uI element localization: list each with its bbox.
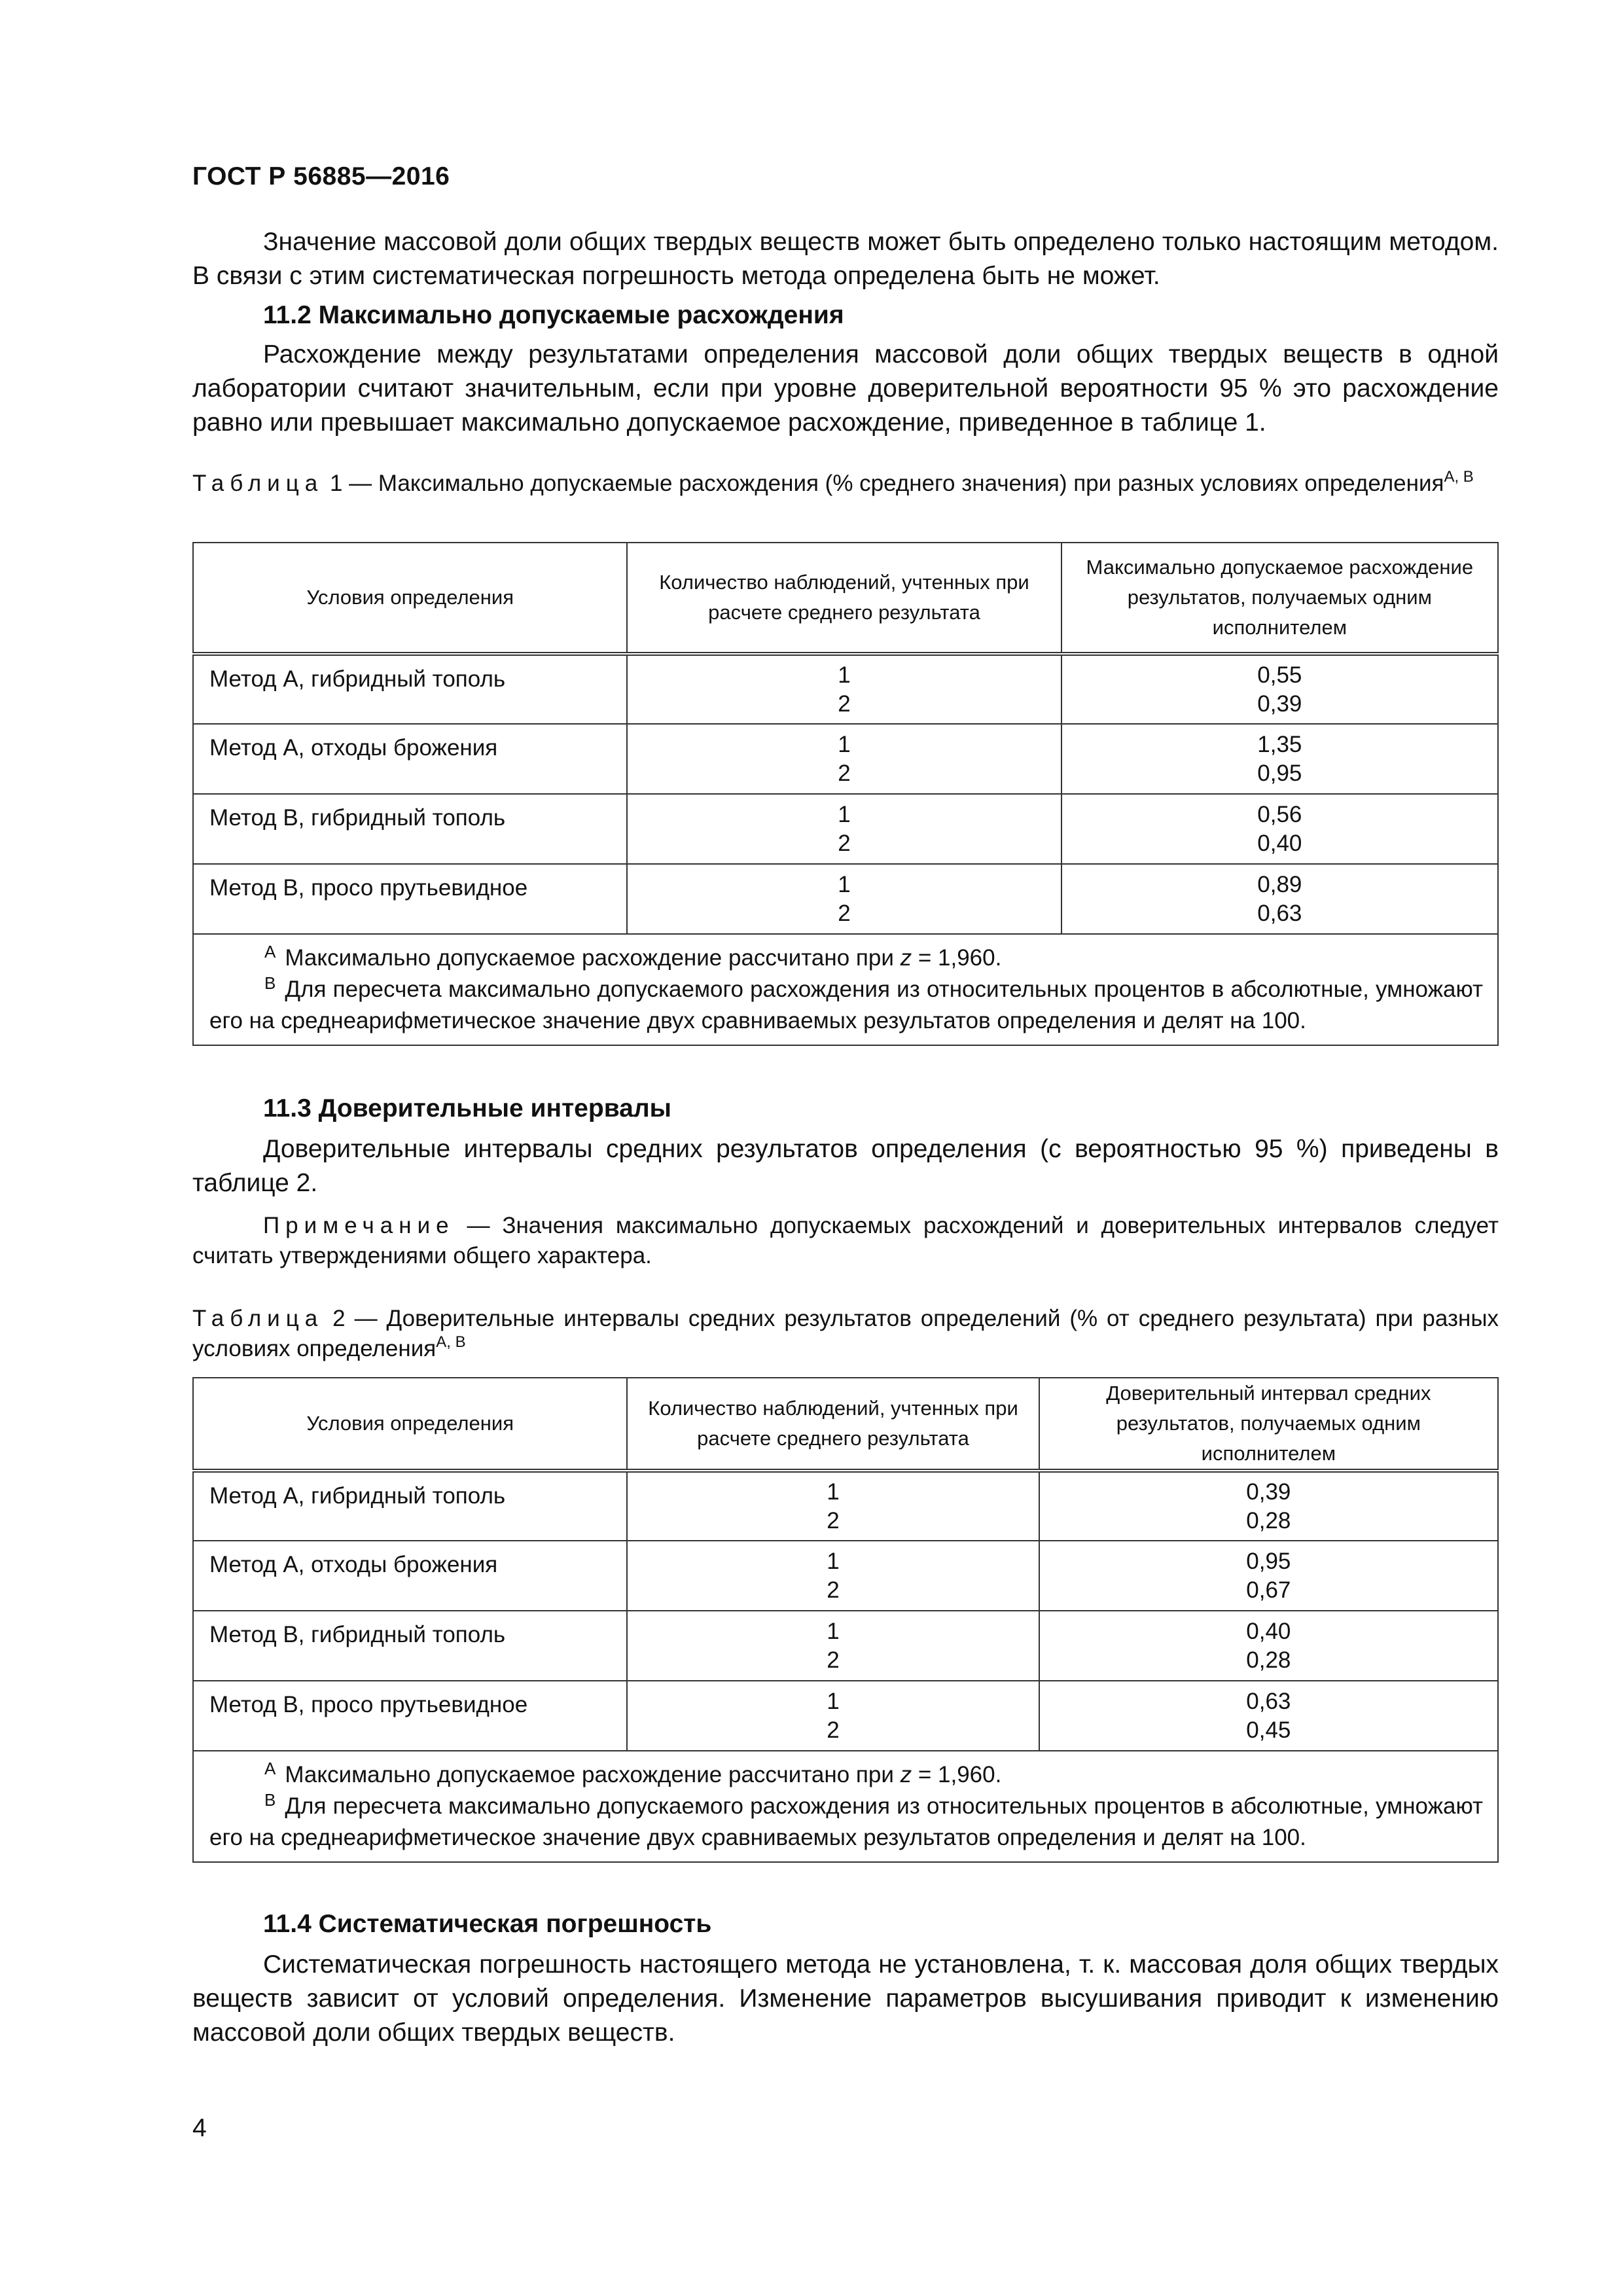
table2-row1-condition: Метод А, гибридный тополь <box>193 1471 627 1541</box>
table-row <box>193 1471 1498 1541</box>
table2-header-value: Доверительный интервал средних результатов, получаемых одним исполнителем <box>1039 1378 1498 1471</box>
table1-row1-value: 0,55 0,39 <box>1061 654 1498 724</box>
table2-header-count: Количество наблюдений, учтенных при расчете среднего результата <box>627 1378 1039 1471</box>
table2-row3-count: 1 2 <box>627 1611 1039 1681</box>
table2-row2-count: 1 2 <box>627 1541 1039 1611</box>
table2-row3-value: 0,40 0,28 <box>1039 1611 1498 1681</box>
table1-row4-condition: Метод В, просо прутьевидное <box>193 864 627 934</box>
table1-footnote-b: $^B$ Для пересчета максимально допускаемого расхождения из относительных процентов в абсолютные, умножают его на среднеарифметическое значение двух сравниваемых результатов определения и делят на 100. <box>209 973 1483 1033</box>
table1-row3-count: 1 2 <box>627 794 1061 864</box>
table1-row1-count: 1 2 <box>627 654 1061 724</box>
table1-footnotes <box>193 934 1498 1045</box>
table2-caption-label: Таблица <box>192 1306 324 1331</box>
table1-row2-condition: Метод А, отходы брожения <box>193 724 627 794</box>
table1-header-count: Количество наблюдений, учтенных при расчете среднего результата <box>627 543 1061 654</box>
section-11-3-text: Доверительные интервалы средних результатов определения (с вероятностью 95 %) приведены в таблице 2. <box>192 1135 1499 1197</box>
table2-caption-text: Доверительные интервалы средних результатов определений (% от среднего результата) при разных условиях определения <box>192 1306 1499 1361</box>
document-header: ГОСТ Р 56885—2016 <box>192 162 450 190</box>
table2-footnotes <box>193 1751 1498 1862</box>
table2-row4-value: 0,63 0,45 <box>1039 1681 1498 1751</box>
table-row <box>193 794 1498 864</box>
table-row <box>193 1611 1498 1681</box>
section-11-2-heading: 11.2 Максимально допускаемые расхождения <box>263 301 844 329</box>
table1-row3-value: 0,56 0,40 <box>1061 794 1498 864</box>
table1-footnotes-row <box>193 934 1498 1045</box>
table1-caption <box>192 469 1499 499</box>
table2-footnote-a: $^A$ Максимально допускаемое расхождение рассчитано при z = 1,960. <box>264 1759 1002 1787</box>
table2-row1-count: 1 2 <box>627 1471 1039 1541</box>
table1-header-conditions: Условия определения <box>193 543 627 654</box>
table1-row1-condition: Метод А, гибридный тополь <box>193 654 627 724</box>
table2-caption <box>192 1304 1499 1364</box>
note-label: Примечание <box>263 1213 455 1238</box>
section-11-3-note <box>192 1211 1499 1271</box>
table1-row4-value: 0,89 0,63 <box>1061 864 1498 934</box>
section-11-4-heading: 11.4 Систематическая погрешность <box>263 1910 712 1938</box>
table-row <box>193 864 1498 934</box>
table2-footnote-b: $^B$ Для пересчета максимально допускаемого расхождения из относительных процентов в абсолютные, умножают его на среднеарифметическое значение двух сравниваемых результатов определения и делят на 100. <box>209 1790 1483 1850</box>
table1-caption-number: 1 — <box>323 471 378 496</box>
section-11-4-text: Систематическая погрешность настоящего метода не установлена, т. к. массовая доля общих твердых веществ зависит от условий определения. Изменение параметров высушивания приводит к изменению массовой доли общих твердых веществ. <box>192 1950 1499 2047</box>
section-11-3-heading: 11.3 Доверительные интервалы <box>263 1094 671 1122</box>
table1-header-value: Максимально допускаемое расхождение результатов, получаемых одним исполнителем <box>1061 543 1498 654</box>
table-row <box>193 724 1498 794</box>
table-row <box>193 1681 1498 1751</box>
table1-row4-count: 1 2 <box>627 864 1061 934</box>
table1-row3-condition: Метод В, гибридный тополь <box>193 794 627 864</box>
table1-row2-count: 1 2 <box>627 724 1061 794</box>
table1-row2-value: 1,35 0,95 <box>1061 724 1498 794</box>
table2-caption-number: 2 — <box>323 1306 387 1331</box>
table2-row3-condition: Метод В, гибридный тополь <box>193 1611 627 1681</box>
table-row <box>193 654 1498 724</box>
table1-caption-label: Таблица <box>192 471 324 496</box>
table2-row4-count: 1 2 <box>627 1681 1039 1751</box>
table-row <box>193 1541 1498 1611</box>
table1-caption-text: Максимально допускаемые расхождения (% среднего значения) при разных условиях определения <box>378 471 1444 496</box>
table2-header-conditions: Условия определения <box>193 1378 627 1471</box>
table2-row1-value: 0,39 0,28 <box>1039 1471 1498 1541</box>
page-number: 4 <box>192 2114 207 2142</box>
table2-caption-sup: A, B <box>436 1333 466 1351</box>
table2-row2-condition: Метод А, отходы брожения <box>193 1541 627 1611</box>
table2-footnotes-row <box>193 1751 1498 1862</box>
section-11-2-text: Расхождение между результатами определения массовой доли общих твердых веществ в одной лаборатории считают значительным, если при уровне доверительной вероятности 95 % это расхождение равно или превышает максимально допускаемое расхождение, приведенное в таблице 1. <box>192 340 1499 437</box>
table2-row4-condition: Метод В, просо прутьевидное <box>193 1681 627 1751</box>
table2-row2-value: 0,95 0,67 <box>1039 1541 1498 1611</box>
note-text: — Значения максимально допускаемых расхождений и доверительных интервалов следует считать утверждениями общего характера. <box>192 1213 1499 1268</box>
table1-caption-sup: A, B <box>1444 468 1474 486</box>
table1 <box>192 542 1499 1046</box>
intro-paragraph: Значение массовой доли общих твердых веществ может быть определено только настоящим методом. В связи с этим систематическая погрешность метода определена быть не может. <box>192 228 1499 290</box>
table2 <box>192 1377 1499 1863</box>
table1-footnote-a: $^A$ Максимально допускаемое расхождение рассчитано при z = 1,960. <box>264 942 1002 971</box>
